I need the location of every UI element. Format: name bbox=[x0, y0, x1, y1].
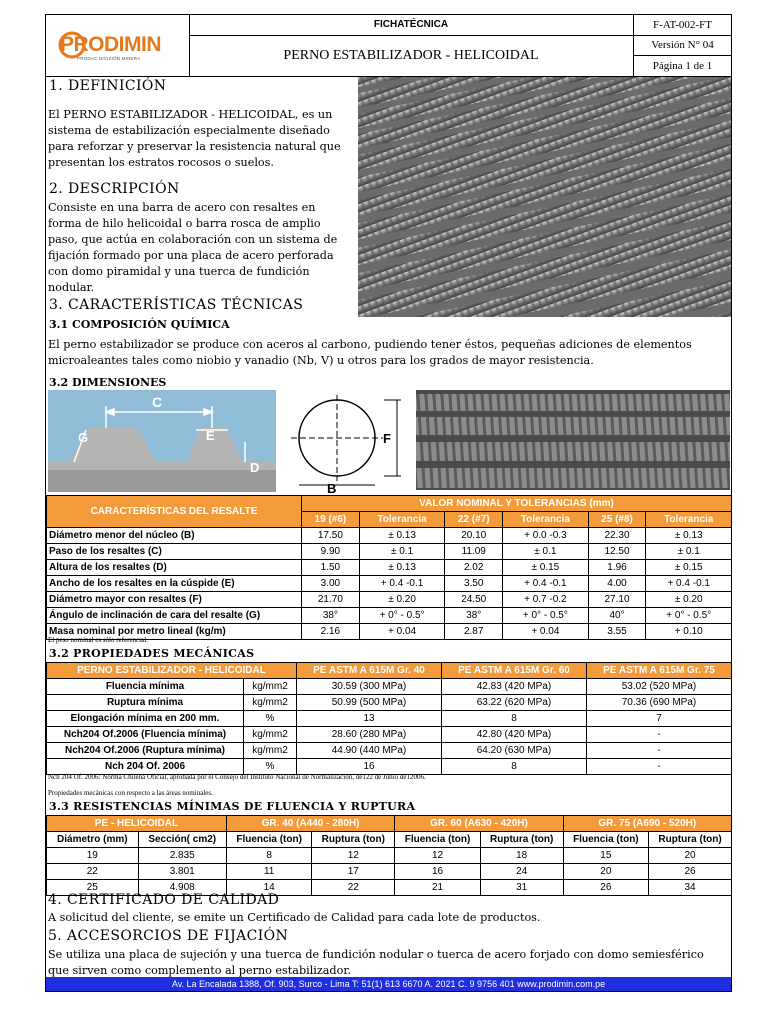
section-2-text bbox=[48, 200, 358, 296]
mech-header: PE ASTM A 615M Gr. 75 bbox=[587, 663, 732, 679]
cell: 17.50 bbox=[302, 528, 360, 544]
label-b: B bbox=[327, 481, 337, 493]
table-row bbox=[47, 695, 732, 711]
row-label: Nch204 Of.2006 (Fluencia mínima) bbox=[47, 727, 244, 743]
cell: ± 0.1 bbox=[359, 544, 445, 560]
resistance-table bbox=[46, 815, 732, 896]
res-subheader: Fluencia (ton) bbox=[563, 832, 649, 848]
section-1-text bbox=[48, 107, 358, 171]
section-4-heading: 4. CERTIFICADO DE CALIDAD bbox=[48, 892, 280, 908]
section-3-heading: 3. CARACTERÍSTICAS TÉCNICAS bbox=[49, 297, 304, 313]
table-row bbox=[47, 592, 732, 608]
subsection-3-1-heading: 3.1 COMPOSICIÓN QUÍMICA bbox=[49, 318, 230, 331]
text-line: que sirven como complemento al perno estabilizador. bbox=[48, 964, 351, 977]
cell: 22.30 bbox=[588, 528, 646, 544]
row-label: Altura de los resaltes (D) bbox=[47, 560, 302, 576]
cell: 16 bbox=[395, 864, 481, 880]
cell: - bbox=[587, 743, 732, 759]
doc-type: FICHATÉCNICA bbox=[189, 15, 634, 36]
cell: kg/mm2 bbox=[244, 727, 297, 743]
cell: 44.90 (440 MPa) bbox=[297, 743, 442, 759]
cell: 14 bbox=[226, 880, 312, 896]
text-line: forma de hilo helicoidal o barra rosca de amplio bbox=[48, 217, 321, 230]
cell: + 0.4 -0.1 bbox=[503, 576, 589, 592]
row-label: Fluencia mínima bbox=[47, 679, 244, 695]
cell: 1.96 bbox=[588, 560, 646, 576]
cell: 2.02 bbox=[445, 560, 503, 576]
table-row bbox=[47, 560, 732, 576]
cell: 19 bbox=[47, 848, 139, 864]
cell: 26 bbox=[649, 864, 732, 880]
table-row bbox=[47, 528, 732, 544]
cell: 2.16 bbox=[302, 624, 360, 640]
logo-subtitle: PRODAC DIVISIÓN MINERA bbox=[77, 56, 141, 61]
table-row bbox=[47, 624, 732, 640]
cell: 24 bbox=[480, 864, 563, 880]
doc-version: Versión N° 04 bbox=[634, 35, 731, 56]
cell: 9.90 bbox=[302, 544, 360, 560]
cell: + 0° - 0.5° bbox=[646, 608, 732, 624]
text-line: paso, que actúa en colaboración con un sistema de bbox=[48, 233, 338, 246]
cell: 8 bbox=[226, 848, 312, 864]
res-subheader: Ruptura (ton) bbox=[649, 832, 732, 848]
row-label: Diámetro menor del núcleo (B) bbox=[47, 528, 302, 544]
label-d: D bbox=[250, 460, 260, 475]
dims-subheader: 25 (#8) bbox=[588, 512, 646, 528]
table-row bbox=[47, 576, 732, 592]
text-line: microaleantes tales como niobio y vanadio (Nb, V) u otros para los grados de mayor resistencia. bbox=[48, 354, 594, 367]
cell: kg/mm2 bbox=[244, 679, 297, 695]
prodimin-logo bbox=[46, 15, 190, 76]
section-1-heading: 1. DEFINICIÓN bbox=[49, 78, 167, 94]
table-row bbox=[47, 727, 732, 743]
footer-contact: Av. La Encalada 1388, Of. 903, Surco - Lima T: 51(1) 613 6670 A. 2021 C. 9 9756 401 www.prodimin.com.pe bbox=[46, 977, 731, 991]
cell: 38° bbox=[445, 608, 503, 624]
dims-header-right: VALOR NOMINAL Y TOLERANCIAS (mm) bbox=[302, 496, 732, 512]
cell: 2.835 bbox=[138, 848, 226, 864]
text-line: El PERNO ESTABILIZADOR - HELICOIDAL, es un bbox=[48, 108, 333, 121]
cell: 2.87 bbox=[445, 624, 503, 640]
cell: 22 bbox=[312, 880, 395, 896]
dims-subheader: Tolerancia bbox=[359, 512, 445, 528]
row-label: Masa nominal por metro lineal (kg/m) bbox=[47, 624, 302, 640]
cell: 11.09 bbox=[445, 544, 503, 560]
cell: 20 bbox=[563, 864, 649, 880]
res-group: GR. 40 (A440 - 280H) bbox=[226, 816, 394, 832]
cell: 12 bbox=[395, 848, 481, 864]
doc-code: F-AT-002-FT bbox=[634, 15, 731, 36]
cell: 63.22 (620 MPa) bbox=[442, 695, 587, 711]
dims-subheader: Tolerancia bbox=[503, 512, 589, 528]
dims-subheader: Tolerancia bbox=[646, 512, 732, 528]
text-line: para reforzar y preservar la resistencia natural que bbox=[48, 140, 341, 153]
row-label: Ancho de los resaltes en la cúspide (E) bbox=[47, 576, 302, 592]
cell: + 0.10 bbox=[646, 624, 732, 640]
cell: 24.50 bbox=[445, 592, 503, 608]
table-row bbox=[47, 679, 732, 695]
mechanical-heading: 3.2 PROPIEDADES MECÁNICAS bbox=[49, 647, 255, 660]
res-group: GR. 75 (A690 - 520H) bbox=[563, 816, 731, 832]
mech-note-1: Nch 204 Of. 2006: Norma Chilena Oficial, aprobada por el Consejo del Instituto Nacional de Normalización, de122 de Junio de12006. bbox=[48, 773, 426, 781]
row-label: Ruptura mínima bbox=[47, 695, 244, 711]
row-label: Nch204 Of.2006 (Ruptura mínima) bbox=[47, 743, 244, 759]
cell: 38° bbox=[302, 608, 360, 624]
cell: ± 0.13 bbox=[359, 528, 445, 544]
logo-text: PRODIMIN bbox=[60, 33, 161, 56]
cell: kg/mm2 bbox=[244, 695, 297, 711]
dims-subheader: 19 (#6) bbox=[302, 512, 360, 528]
text-line: sistema de estabilización especialmente diseñado bbox=[48, 124, 330, 137]
cell: 21 bbox=[395, 880, 481, 896]
cell: + 0° - 0.5° bbox=[359, 608, 445, 624]
cell: + 0.4 -0.1 bbox=[359, 576, 445, 592]
cell: 20.10 bbox=[445, 528, 503, 544]
row-label: Ángulo de inclinación de cara del resalte (G) bbox=[47, 608, 302, 624]
label-c: C bbox=[152, 394, 163, 410]
cell: 16 bbox=[297, 759, 442, 775]
cell: 1.50 bbox=[302, 560, 360, 576]
cell: 50.99 (500 MPa) bbox=[297, 695, 442, 711]
cell: 53.02 (520 MPa) bbox=[587, 679, 732, 695]
cell: 12 bbox=[312, 848, 395, 864]
cell: 13 bbox=[297, 711, 442, 727]
cell: + 0.4 -0.1 bbox=[646, 576, 732, 592]
cell: ± 0.1 bbox=[503, 544, 589, 560]
cell: 20 bbox=[649, 848, 732, 864]
cell: - bbox=[587, 759, 732, 775]
res-group: PE - HELICOIDAL bbox=[47, 816, 227, 832]
res-subheader: Ruptura (ton) bbox=[312, 832, 395, 848]
text-line: El perno estabilizador se produce con aceros al carbono, pudiendo tener éstos, pequeñas adiciones de elementos bbox=[48, 338, 692, 351]
cell: + 0° - 0.5° bbox=[503, 608, 589, 624]
table-row bbox=[47, 848, 732, 864]
text-line: con domo piramidal y una tuerca de fundición bbox=[48, 265, 310, 278]
label-g: G bbox=[78, 430, 89, 445]
cell: 31 bbox=[480, 880, 563, 896]
cell: 21.70 bbox=[302, 592, 360, 608]
cell: 12.50 bbox=[588, 544, 646, 560]
cell: % bbox=[244, 711, 297, 727]
cell: 7 bbox=[587, 711, 732, 727]
subsection-3-1-text bbox=[48, 337, 731, 369]
table-row bbox=[47, 608, 732, 624]
cell: 3.55 bbox=[588, 624, 646, 640]
row-label: Diámetro mayor con resaltes (F) bbox=[47, 592, 302, 608]
text-line: presentan los estratos rocosos o suelos. bbox=[48, 156, 274, 169]
cell: 25 bbox=[47, 880, 139, 896]
cell: 27.10 bbox=[588, 592, 646, 608]
datasheet-page bbox=[45, 14, 732, 992]
cell: + 0.7 -0.2 bbox=[503, 592, 589, 608]
section-5-text bbox=[48, 947, 731, 979]
section-2-heading: 2. DESCRIPCIÓN bbox=[49, 181, 180, 197]
table-row bbox=[47, 864, 732, 880]
section-5-heading: 5. ACCESORCIOS DE FIJACIÓN bbox=[48, 928, 289, 944]
cell: - bbox=[587, 727, 732, 743]
doc-page: Página 1 de 1 bbox=[652, 60, 713, 72]
text-line: Consiste en una barra de acero con resaltes en bbox=[48, 201, 316, 214]
cell: ± 0.1 bbox=[646, 544, 732, 560]
subsection-3-2-heading: 3.2 DIMENSIONES bbox=[49, 376, 167, 389]
cell: % bbox=[244, 759, 297, 775]
cell: 34 bbox=[649, 880, 732, 896]
mech-header: PERNO ESTABILIZADOR - HELICOIDAL bbox=[47, 663, 297, 679]
rebar-closeup-photo bbox=[416, 390, 730, 490]
cell: + 0.0 -0.3 bbox=[503, 528, 589, 544]
mech-note-2: Propiedades mecánicas con respecto a las áreas nominales. bbox=[48, 789, 213, 797]
cell: 42.83 (420 MPa) bbox=[442, 679, 587, 695]
label-e: E bbox=[206, 428, 215, 443]
cell: 22 bbox=[47, 864, 139, 880]
cell: 8 bbox=[442, 759, 587, 775]
table-row bbox=[47, 544, 732, 560]
cell: ± 0.15 bbox=[646, 560, 732, 576]
cell: 4.00 bbox=[588, 576, 646, 592]
cell: 70.36 (690 MPa) bbox=[587, 695, 732, 711]
row-label: Paso de los resaltes (C) bbox=[47, 544, 302, 560]
cell: 3.801 bbox=[138, 864, 226, 880]
cell: 3.00 bbox=[302, 576, 360, 592]
mechanical-table bbox=[46, 662, 732, 775]
cell: ± 0.13 bbox=[359, 560, 445, 576]
text-line: fijación formado por una placa de acero perforada bbox=[48, 249, 334, 262]
cell: ± 0.15 bbox=[503, 560, 589, 576]
cell: 42.80 (420 MPa) bbox=[442, 727, 587, 743]
cell: 3.50 bbox=[445, 576, 503, 592]
cell: 28.60 (280 MPa) bbox=[297, 727, 442, 743]
cell: 64.20 (630 MPa) bbox=[442, 743, 587, 759]
cell: + 0.04 bbox=[503, 624, 589, 640]
cell: ± 0.20 bbox=[646, 592, 732, 608]
label-f: F bbox=[383, 431, 391, 446]
res-group: GR. 60 (A630 - 420H) bbox=[395, 816, 563, 832]
text-line: nodular. bbox=[48, 281, 95, 294]
dims-header-left: CARACTERÍSTICAS DEL RESALTE bbox=[47, 496, 302, 528]
section-4-text: A solicitud del cliente, se emite un Certificado de Calidad para cada lote de productos. bbox=[48, 911, 541, 924]
cell: 17 bbox=[312, 864, 395, 880]
res-subheader: Ruptura (ton) bbox=[480, 832, 563, 848]
cell: 15 bbox=[563, 848, 649, 864]
resistance-heading: 3.3 RESISTENCIAS MÍNIMAS DE FLUENCIA Y RUPTURA bbox=[49, 800, 416, 813]
dims-subheader: 22 (#7) bbox=[445, 512, 503, 528]
rebar-photo bbox=[358, 77, 731, 317]
res-subheader: Diámetro (mm) bbox=[47, 832, 139, 848]
cell: + 0.04 bbox=[359, 624, 445, 640]
cell: ± 0.20 bbox=[359, 592, 445, 608]
res-subheader: Fluencia (ton) bbox=[395, 832, 481, 848]
document-header bbox=[46, 15, 731, 77]
cell: 8 bbox=[442, 711, 587, 727]
cell: 30.59 (300 MPa) bbox=[297, 679, 442, 695]
mech-header: PE ASTM A 615M Gr. 60 bbox=[442, 663, 587, 679]
cross-section-diagram bbox=[289, 393, 409, 493]
thread-profile-diagram bbox=[48, 390, 276, 492]
cell: 18 bbox=[480, 848, 563, 864]
cell: 40° bbox=[588, 608, 646, 624]
cell: ± 0.13 bbox=[646, 528, 732, 544]
row-label: Elongación mínima en 200 mm. bbox=[47, 711, 244, 727]
cell: 11 bbox=[226, 864, 312, 880]
table-row bbox=[47, 743, 732, 759]
cell: 4.908 bbox=[138, 880, 226, 896]
res-subheader: Fluencia (ton) bbox=[226, 832, 312, 848]
doc-title: PERNO ESTABILIZADOR - HELICOIDAL bbox=[189, 35, 634, 76]
dims-note: El peso nominal es sólo referencial. bbox=[48, 636, 148, 644]
table-row bbox=[47, 711, 732, 727]
res-subheader: Sección( cm2) bbox=[138, 832, 226, 848]
mech-header: PE ASTM A 615M Gr. 40 bbox=[297, 663, 442, 679]
cell: 26 bbox=[563, 880, 649, 896]
row-label: Nch 204 Of. 2006 bbox=[47, 759, 244, 775]
cell: kg/mm2 bbox=[244, 743, 297, 759]
dimensions-table bbox=[46, 495, 732, 640]
text-line: Se utiliza una placa de sujeción y una tuerca de fundición nodular o tuerca de acero forjado con domo semiesférico bbox=[48, 948, 704, 961]
